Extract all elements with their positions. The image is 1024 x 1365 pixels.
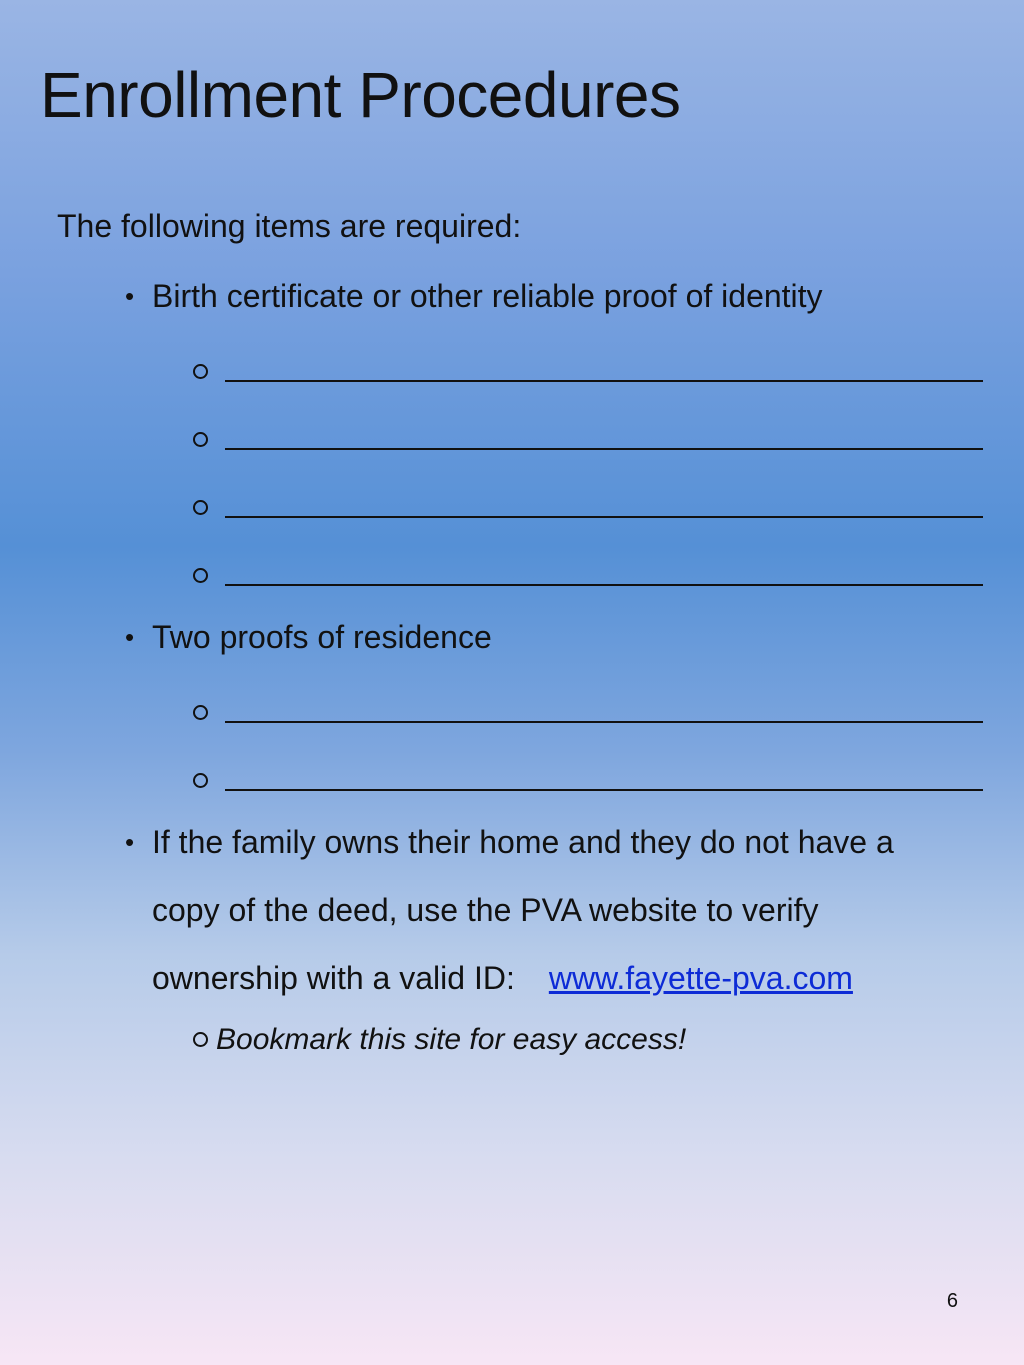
hollow-circle-icon: [193, 705, 208, 720]
blank-rule: [225, 721, 983, 723]
bullet-text: Two proofs of residence: [152, 619, 492, 655]
blank-line-identity-1: [193, 360, 983, 400]
bullet-icon: •: [125, 622, 135, 652]
hollow-circle-icon: [193, 568, 208, 583]
bookmark-note-text: Bookmark this site for easy access!: [216, 1023, 687, 1056]
ownership-text: ownership with a valid ID:: [152, 960, 515, 996]
page-number: 6: [946, 1290, 958, 1312]
bullet-proof-of-identity: [125, 262, 823, 330]
blank-rule: [225, 789, 983, 791]
bullet-text: Birth certificate or other reliable proof of identity: [152, 278, 823, 314]
hollow-circle-icon: [193, 500, 208, 515]
bullet-text-line-1: If the family owns their home and they do not have a: [152, 824, 894, 860]
bullet-text-line-2: copy of the deed, use the PVA website to verify: [152, 892, 819, 928]
blank-rule: [225, 380, 983, 382]
hollow-circle-icon: [193, 1032, 208, 1047]
blank-line-identity-4: [193, 564, 983, 604]
bullet-icon: •: [125, 827, 135, 857]
blank-rule: [225, 448, 983, 450]
bookmark-note: [193, 1023, 686, 1057]
bullet-icon: •: [125, 281, 135, 311]
pva-website-link[interactable]: www.fayette-pva.com: [548, 960, 853, 996]
hollow-circle-icon: [193, 364, 208, 379]
slide-title: Enrollment Procedures: [40, 59, 681, 131]
blank-rule: [225, 584, 983, 586]
bullet-text-line-3: [125, 944, 894, 1012]
hollow-circle-icon: [193, 432, 208, 447]
blank-line-residence-2: [193, 769, 983, 809]
bullet-home-ownership: [125, 808, 894, 1012]
blank-line-identity-3: [193, 496, 983, 536]
hollow-circle-icon: [193, 773, 208, 788]
bullet-proofs-of-residence: [125, 603, 492, 671]
blank-rule: [225, 516, 983, 518]
blank-line-identity-2: [193, 428, 983, 468]
blank-line-residence-1: [193, 701, 983, 741]
intro-text: The following items are required:: [57, 208, 522, 244]
